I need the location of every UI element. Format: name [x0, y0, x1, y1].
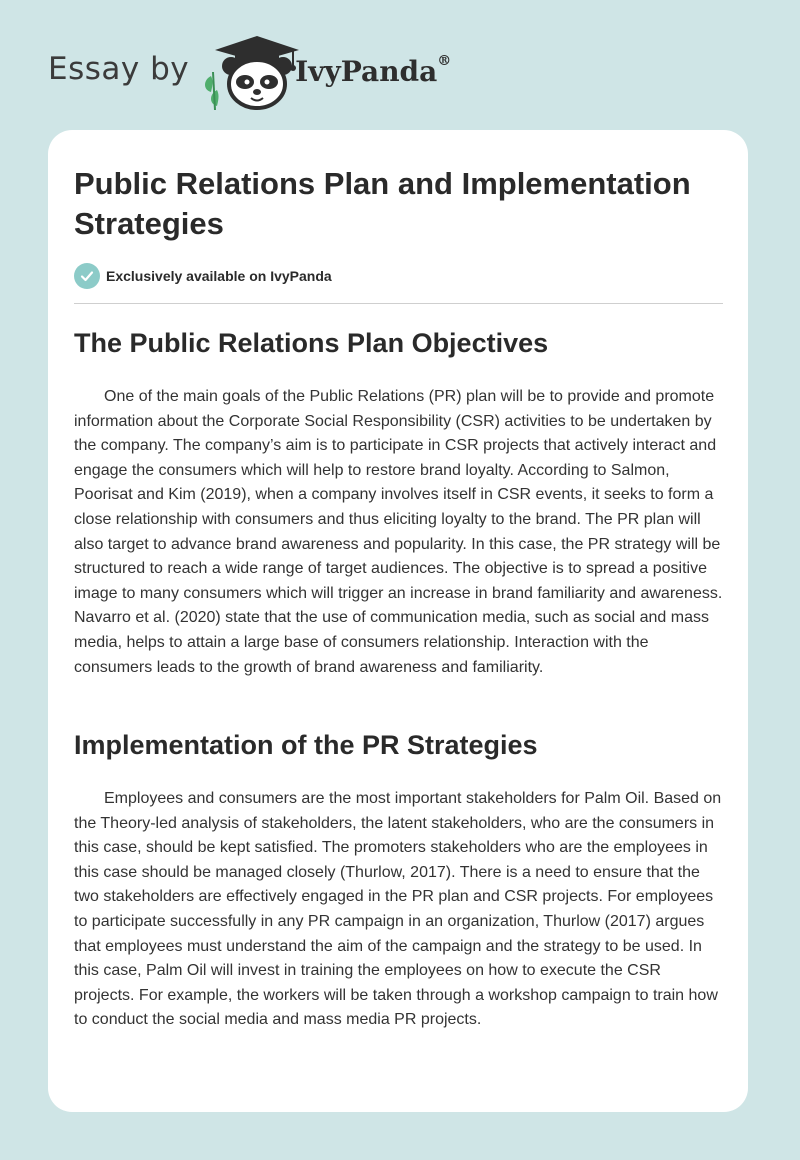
- site-header: [48, 32, 451, 112]
- exclusive-label: Exclusively available on IvyPanda: [106, 268, 332, 284]
- section-heading-objectives: The Public Relations Plan Objectives: [74, 328, 549, 358]
- check-circle-icon: [74, 263, 100, 289]
- section-heading-implementation: Implementation of the PR Strategies: [74, 730, 538, 760]
- title-divider: [74, 303, 723, 304]
- section-paragraph-implementation: Employees and consumers are the most important stakeholders for Palm Oil. Based on the Theory-led analysis of stakeholders, the latent stakeholders, who are the consumers in this case, should be kept satisfied. The promoters stakeholders who are the employees in this case should be managed closely (Thurlow, 2017). There is a need to ensure that the two stakeholders are effectively engaged in the PR plan and CSR projects. For employees to participate successfully in any PR campaign in an organization, Thurlow (2017) argues that employees must understand the aim of the campaign and the strategy to be used. In this case, Palm Oil will invest in training the employees on how to execute the CSR projects. For example, the workers will be taken through a workshop campaign to train how to conduct the social media and mass media PR projects.: [74, 790, 722, 1029]
- brand-prefix: Essay by: [48, 51, 190, 87]
- panda-graduate-icon[interactable]: [201, 32, 301, 112]
- exclusive-badge: [74, 263, 332, 289]
- essay-card: [48, 130, 748, 1112]
- page-title: Public Relations Plan and Implementation Strategies: [74, 166, 691, 241]
- section-paragraph-objectives: One of the main goals of the Public Relations (PR) plan will be to provide and promote information about the Corporate Social Responsibility (CSR) activities to be undertaken by the company. The company’s aim is to participate in CSR projects that actively interact and engage the consumers which will help to restore brand loyalty. According to Salmon, Poorisat and Kim (2019), when a company involves itself in CSR events, it seeks to form a close relationship with consumers and thus eliciting loyalty to the brand. The PR plan will also target to advance brand awareness and popularity. In this case, the PR strategy will be structured to reach a wide range of target audiences. The objective is to spread a positive image to many consumers which will trigger an increase in brand familiarity and awareness. Navarro et al. (2020) state that the use of communication media, such as social and mass media, helps to attain a large base of consumers relationship. Interaction with the consumers leads to the growth of brand awareness and familiarity.: [74, 388, 723, 676]
- brand-name[interactable]: IvyPanda®: [295, 52, 452, 88]
